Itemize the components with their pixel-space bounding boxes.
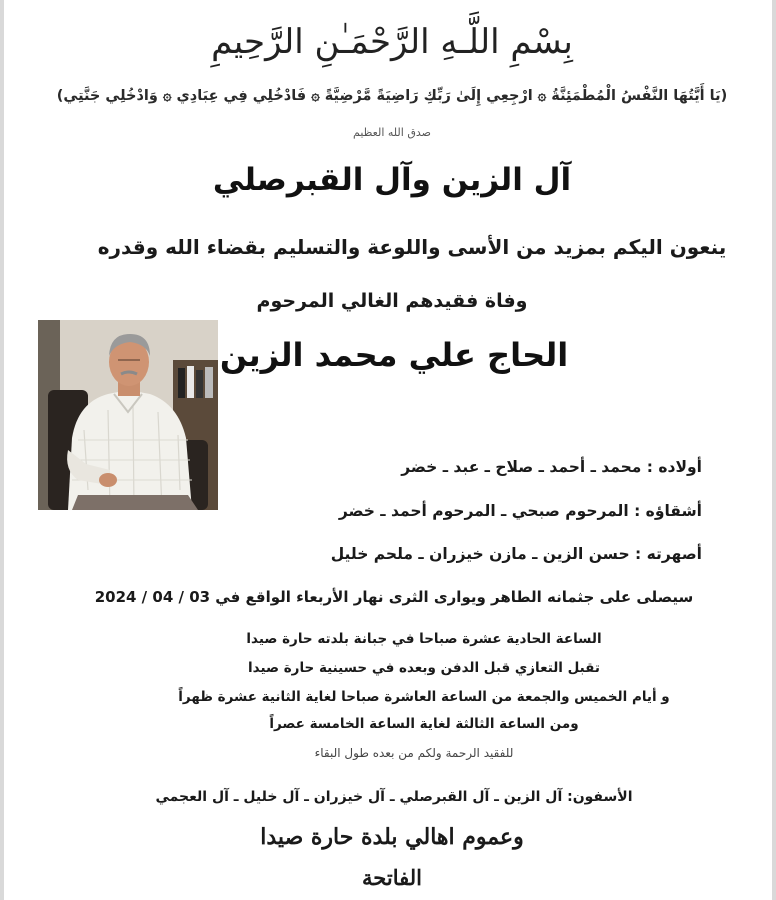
sadaqa-text: صدق الله العظيم <box>353 126 431 139</box>
announcement-text: ينعون اليكم بمزيد من الأسى واللوعة والتسليم بقضاء الله وقدره <box>97 235 727 259</box>
deceased-name: الحاج علي محمد الزين <box>219 336 569 374</box>
prayer-text: للفقيد الرحمة ولكم من بعده طول البقاء <box>314 746 514 760</box>
basmala-heading: بِسْمِ اللَّـهِ الرَّحْمَـٰنِ الرَّحِيمِ <box>211 22 573 62</box>
mourners-list: الأسفون: آل الزين ـ آل القبرصلي ـ آل خيزران ـ آل خليل ـ آل العجمي <box>155 789 633 805</box>
wafat-text: وفاة فقيدهم الغالي المرحوم <box>256 290 528 312</box>
in-laws-line: أصهرته : حسن الزين ـ مازن خيزران ـ ملحم خليل <box>330 545 702 563</box>
brothers-line: أشقاؤه : المرحوم صبحي ـ المرحوم أحمد ـ خضر <box>338 502 702 520</box>
quran-verse: (يَا أَيَّتُهَا النَّفْسُ الْمُطْمَئِنَّةُ ۞ ارْجِعِي إِلَىٰ رَبِّكِ رَاضِيَةً مَّرْضِيَّةً ۞ فَادْخُلِي فِي عِبَادِي ۞ وَادْخُلِي جَنَّتِي) <box>56 88 728 104</box>
fatiha-text: الفاتحة <box>362 865 422 890</box>
funeral-detail: ومن الساعة الثالثة لغاية الساعة الخامسة عصراً <box>269 716 579 732</box>
funeral-detail: و أيام الخميس والجمعة من الساعة العاشرة صباحا لغاية الثانية عشرة ظهراً <box>178 689 670 705</box>
village-line: وعموم اهالي بلدة حارة صيدا <box>260 824 524 850</box>
funeral-detail: الساعة الحادية عشرة صباحا في جبانة بلدته حارة صيدا <box>246 631 602 647</box>
funeral-announcement: سيصلى على جثمانه الطاهر ويوارى الثرى نهار الأربعاء الواقع في 03 / 04 / 2024 <box>94 588 694 606</box>
families-title: آل الزين وآل القبرصلي <box>212 162 572 198</box>
deceased-photo <box>38 320 218 510</box>
sons-line: أولاده : محمد ـ أحمد ـ صلاح ـ عبد ـ خضر <box>401 458 702 476</box>
funeral-detail: تقبل التعازي قبل الدفن وبعده في حسينية حارة صيدا <box>248 660 600 676</box>
